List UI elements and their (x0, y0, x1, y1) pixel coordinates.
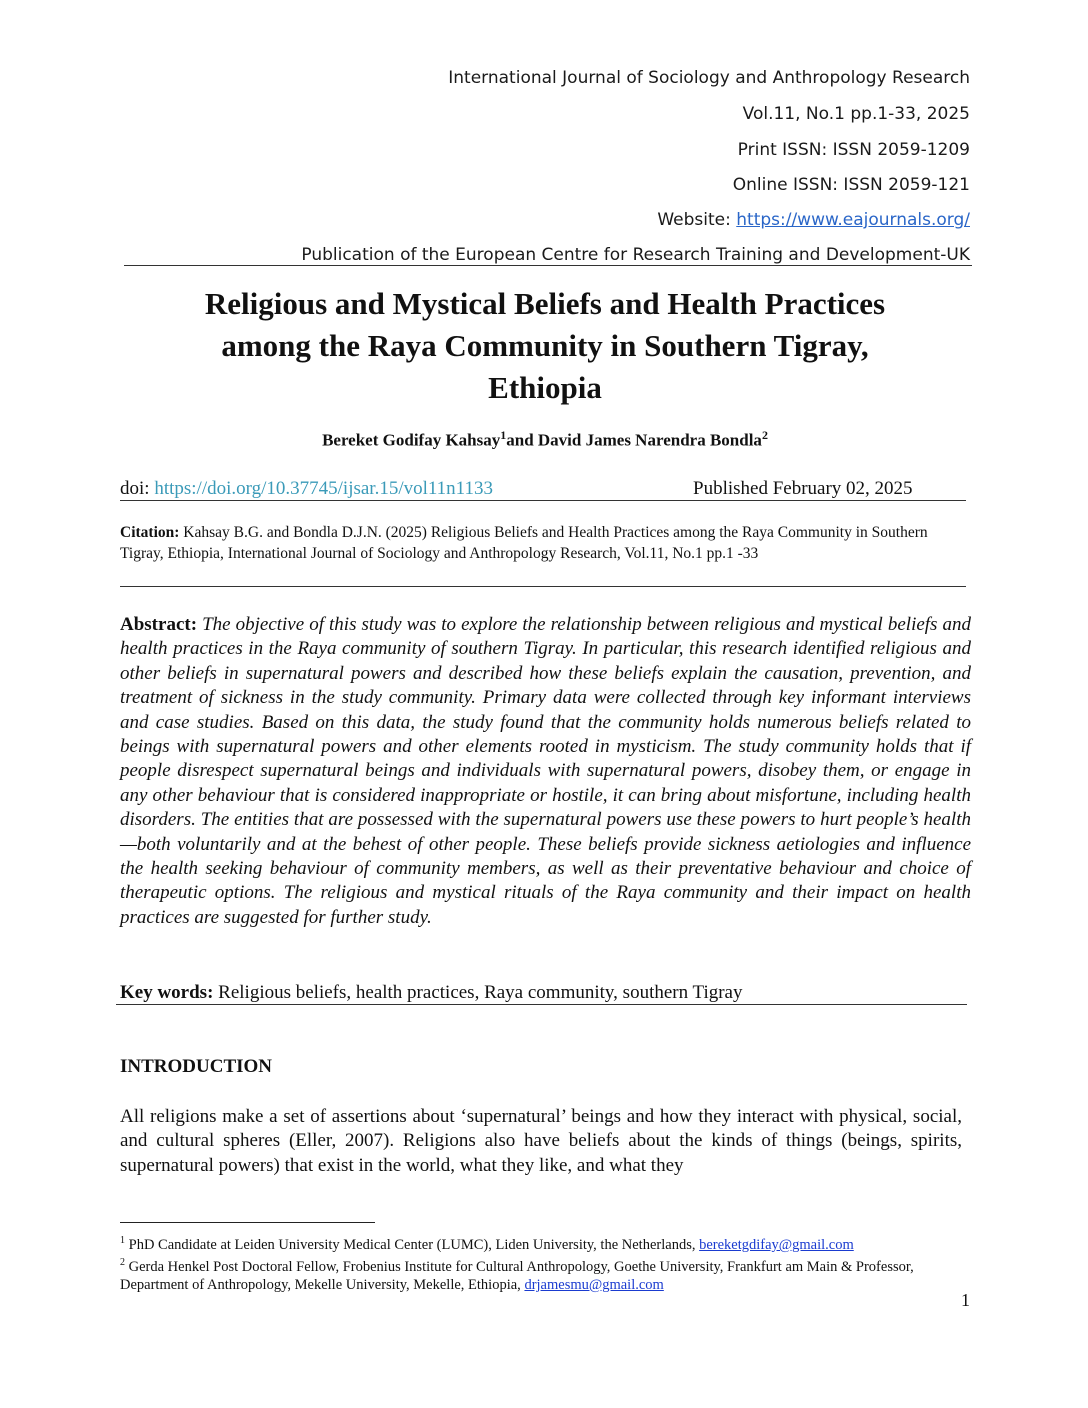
publisher-line: Publication of the European Centre for Research Training and Development-UK (301, 245, 970, 265)
introduction-paragraph: All religions make a set of assertions about ‘supernatural’ beings and how they interact with physical, social, and cultural spheres (Eller, 2007). Religions also have beliefs about the kinds of things (beings, spirits, supernatural powers) that exist in the world, what they like, and what they (120, 1106, 962, 1176)
page-number: 1 (961, 1290, 970, 1310)
author-2: and David James Narendra Bondla (506, 430, 762, 450)
author-2-affiliation: 2 (761, 428, 768, 442)
website-link[interactable]: https://www.eajournals.org/ (736, 210, 970, 230)
author-list (120, 428, 970, 451)
author-1: Bereket Godifay Kahsay (322, 430, 501, 450)
doi-label: doi: (120, 478, 155, 499)
citation (120, 522, 970, 564)
online-issn: Online ISSN: ISSN 2059-121 (732, 175, 970, 195)
footnote-1-email[interactable]: bereketgdifay@gmail.com (699, 1236, 854, 1253)
abstract-text: The objective of this study was to explore the relationship between religious and mystical beliefs and health practices in the Raya community of southern Tigray. In particular, this research identified religious and other beliefs in supernatural powers and described how these beliefs explain the causation, prevention, and treatment of sickness in the study community. Primary data were collected through key informant interviews and case studies. Based on this data, the study found that the community holds numerous beliefs related to beings with supernatural powers and other elements rooted in mysticism. The study community holds that if people disrespect supernatural beings and individuals with supernatural powers, disobey them, or engage in any other behaviour that is considered inappropriate or hostile, it can bring about misfortune, including health disorders. The entities that are possessed with the supernatural powers use these powers to hurt people’s health—both voluntarily and at the behest of other people. These beliefs provide sickness aetiologies and influence the health seeking behaviour of community members, as well as their preventative behaviour and choice of therapeutic options. The religious and mystical rituals of the Raya community and their impact on health practices are suggested for further study. (120, 614, 971, 928)
section-heading-introduction: INTRODUCTION (120, 1056, 273, 1077)
article-title (120, 283, 970, 409)
journal-name: International Journal of Sociology and Anthropology Research (448, 68, 970, 88)
doi-line (120, 478, 493, 500)
abstract-label: Abstract: (120, 614, 198, 635)
doi-divider (120, 500, 966, 501)
title-line-2: among the Raya Community in Southern Tigray, (221, 328, 869, 363)
footnote-2 (120, 1254, 950, 1294)
published-date: Published February 02, 2025 (693, 478, 913, 499)
title-line-1: Religious and Mystical Beliefs and Health Practices (204, 286, 886, 321)
footnote-1-text: PhD Candidate at Leiden University Medical Center (LUMC), Liden University, the Netherlands, (125, 1236, 700, 1253)
citation-divider (120, 586, 966, 587)
keywords-divider (116, 1004, 967, 1005)
footnote-1 (120, 1232, 950, 1254)
title-line-3: Ethiopia (488, 370, 602, 405)
citation-label: Citation: (120, 524, 180, 541)
author-1-affiliation: 1 (500, 428, 507, 442)
keywords (120, 982, 743, 1004)
abstract (120, 613, 971, 930)
footnote-1-marker: 1 (120, 1235, 125, 1246)
doi-link[interactable]: https://doi.org/10.37745/ijsar.15/vol11n1133 (154, 478, 493, 499)
website-label: Website: (657, 210, 737, 230)
print-issn: Print ISSN: ISSN 2059-1209 (737, 140, 970, 160)
website-line (657, 210, 970, 230)
citation-text: Kahsay B.G. and Bondla D.J.N. (2025) Religious Beliefs and Health Practices among the Raya Community in Southern Tigray, Ethiopia, International Journal of Sociology and Anthropology Research, Vol.11, No.1 pp.1 -33 (120, 524, 928, 562)
footnote-2-text: Gerda Henkel Post Doctoral Fellow, Frobenius Institute for Cultural Anthropology, Goethe University, Frankfurt am Main & Professor, Department of Anthropology, Mekelle University, Mekelle, Ethiopia, (120, 1258, 914, 1293)
footnotes (120, 1232, 950, 1294)
keywords-label: Key words: (120, 982, 214, 1003)
volume-info: Vol.11, No.1 pp.1-33, 2025 (742, 104, 970, 124)
footnote-2-marker: 2 (120, 1256, 125, 1268)
keywords-text: Religious beliefs, health practices, Raya community, southern Tigray (213, 982, 743, 1003)
header-divider (124, 265, 972, 266)
footnote-divider (120, 1222, 375, 1223)
footnote-2-email[interactable]: drjamesmu@gmail.com (524, 1276, 664, 1293)
